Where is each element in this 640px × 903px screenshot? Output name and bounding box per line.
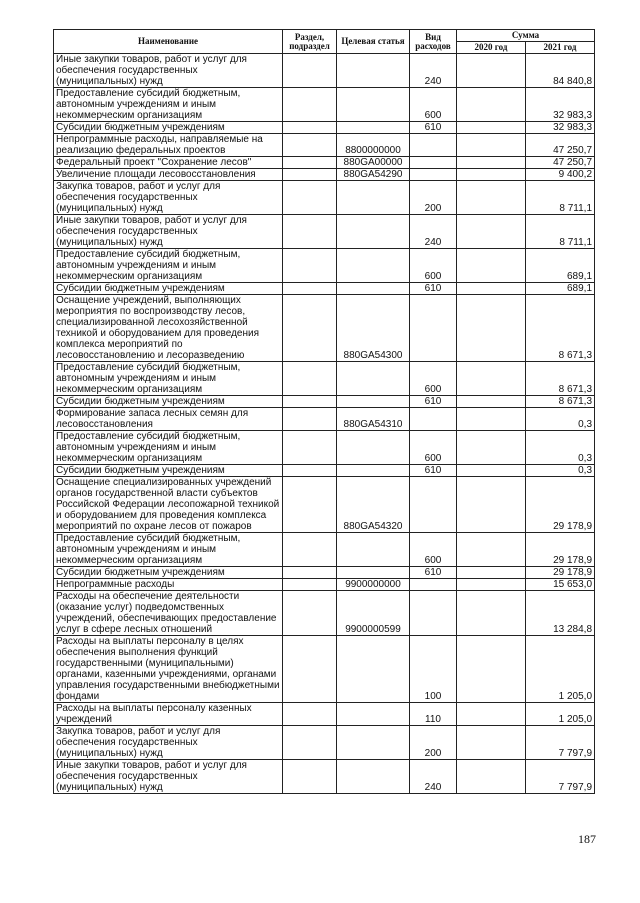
cell-name: Иные закупки товаров, работ и услуг для обеспечения государственных (муниципальных) нужд [54, 760, 283, 794]
cell-type: 600 [410, 88, 457, 122]
cell-target [337, 636, 410, 703]
budget-table [53, 29, 595, 794]
cell-y2020 [457, 88, 526, 122]
cell-section [283, 567, 337, 579]
cell-section [283, 157, 337, 169]
cell-y2021: 7 797,9 [526, 760, 595, 794]
cell-section [283, 431, 337, 465]
cell-y2020 [457, 477, 526, 533]
cell-section [283, 408, 337, 431]
table-row [54, 134, 595, 157]
cell-type: 200 [410, 181, 457, 215]
cell-y2021: 29 178,9 [526, 477, 595, 533]
cell-y2020 [457, 567, 526, 579]
cell-target [337, 181, 410, 215]
table-row [54, 215, 595, 249]
cell-y2020 [457, 134, 526, 157]
cell-type: 610 [410, 283, 457, 295]
cell-target [337, 122, 410, 134]
cell-y2021: 8 671,3 [526, 295, 595, 362]
cell-y2020 [457, 181, 526, 215]
table-row [54, 703, 595, 726]
table-row [54, 465, 595, 477]
col-section-header: Раздел, подраздел [283, 30, 337, 54]
cell-type [410, 157, 457, 169]
cell-type [410, 591, 457, 636]
cell-target [337, 431, 410, 465]
cell-name: Закупка товаров, работ и услуг для обеспечения государственных (муниципальных) нужд [54, 726, 283, 760]
cell-name: Оснащение учреждений, выполняющих мероприятия по воспроизводству лесов, специализированной лесохозяйственной техникой и оборудованием для проведения комплекса мероприятий по лесовосстановлению и лесоразведению [54, 295, 283, 362]
cell-target [337, 465, 410, 477]
table-row [54, 408, 595, 431]
cell-type [410, 408, 457, 431]
cell-y2021: 8 671,3 [526, 362, 595, 396]
cell-type [410, 477, 457, 533]
col-target-header: Целевая статья [337, 30, 410, 54]
cell-target: 9900000000 [337, 579, 410, 591]
cell-type: 240 [410, 215, 457, 249]
cell-y2020 [457, 703, 526, 726]
cell-y2021: 29 178,9 [526, 567, 595, 579]
cell-y2021: 8 711,1 [526, 181, 595, 215]
cell-name: Иные закупки товаров, работ и услуг для обеспечения государственных (муниципальных) нужд [54, 54, 283, 88]
cell-name: Субсидии бюджетным учреждениям [54, 283, 283, 295]
cell-section [283, 703, 337, 726]
cell-y2020 [457, 362, 526, 396]
cell-y2020 [457, 122, 526, 134]
cell-name: Непрограммные расходы, направляемые на реализацию федеральных проектов [54, 134, 283, 157]
cell-y2020 [457, 636, 526, 703]
cell-name: Расходы на выплаты персоналу казенных учреждений [54, 703, 283, 726]
cell-target: 880GA00000 [337, 157, 410, 169]
cell-target: 880GA54320 [337, 477, 410, 533]
cell-section [283, 477, 337, 533]
cell-y2021: 1 205,0 [526, 703, 595, 726]
table-row [54, 579, 595, 591]
cell-name: Оснащение специализированных учреждений органов государственной власти субъектов Российской Федерации лесопожарной техникой и оборудованием для проведения комплекса мероприятий по охране лесов от пожаров [54, 477, 283, 533]
cell-name: Иные закупки товаров, работ и услуг для обеспечения государственных (муниципальных) нужд [54, 215, 283, 249]
cell-target [337, 396, 410, 408]
cell-section [283, 533, 337, 567]
cell-section [283, 362, 337, 396]
cell-y2021: 47 250,7 [526, 157, 595, 169]
cell-name: Закупка товаров, работ и услуг для обеспечения государственных (муниципальных) нужд [54, 181, 283, 215]
cell-y2020 [457, 215, 526, 249]
cell-y2020 [457, 465, 526, 477]
col-name-header: Наименование [54, 30, 283, 54]
cell-y2020 [457, 169, 526, 181]
cell-type: 240 [410, 760, 457, 794]
cell-y2021: 8 711,1 [526, 215, 595, 249]
cell-y2020 [457, 249, 526, 283]
cell-section [283, 249, 337, 283]
cell-section [283, 122, 337, 134]
table-row [54, 760, 595, 794]
cell-y2020 [457, 431, 526, 465]
table-row [54, 169, 595, 181]
table-row [54, 249, 595, 283]
cell-target: 880GA54300 [337, 295, 410, 362]
cell-target: 880GA54310 [337, 408, 410, 431]
cell-target [337, 760, 410, 794]
cell-y2020 [457, 579, 526, 591]
table-row [54, 283, 595, 295]
cell-section [283, 54, 337, 88]
cell-target [337, 567, 410, 579]
cell-section [283, 88, 337, 122]
table-row [54, 533, 595, 567]
cell-target [337, 703, 410, 726]
table-row [54, 181, 595, 215]
cell-y2021: 689,1 [526, 249, 595, 283]
cell-section [283, 396, 337, 408]
cell-type: 600 [410, 431, 457, 465]
cell-y2021: 689,1 [526, 283, 595, 295]
col-type-header: Вид расходов [410, 30, 457, 54]
cell-type: 610 [410, 567, 457, 579]
table-row [54, 477, 595, 533]
table-body [54, 54, 595, 794]
col-2021-header: 2021 год [526, 42, 595, 54]
cell-name: Предоставление субсидий бюджетным, автономным учреждениям и иным некоммерческим организациям [54, 362, 283, 396]
cell-section [283, 465, 337, 477]
cell-section [283, 215, 337, 249]
cell-target [337, 533, 410, 567]
cell-section [283, 591, 337, 636]
cell-y2020 [457, 726, 526, 760]
header-row [54, 30, 595, 42]
cell-section [283, 726, 337, 760]
cell-target [337, 88, 410, 122]
table-row [54, 122, 595, 134]
cell-type: 610 [410, 465, 457, 477]
cell-y2020 [457, 157, 526, 169]
cell-name: Непрограммные расходы [54, 579, 283, 591]
cell-type: 200 [410, 726, 457, 760]
cell-name: Предоставление субсидий бюджетным, автономным учреждениям и иным некоммерческим организациям [54, 533, 283, 567]
table-row [54, 88, 595, 122]
cell-section [283, 169, 337, 181]
cell-section [283, 283, 337, 295]
cell-y2021: 0,3 [526, 408, 595, 431]
table-row [54, 726, 595, 760]
cell-section [283, 181, 337, 215]
cell-type [410, 134, 457, 157]
table-row [54, 157, 595, 169]
cell-name: Увеличение площади лесовосстановления [54, 169, 283, 181]
cell-name: Субсидии бюджетным учреждениям [54, 122, 283, 134]
cell-type: 600 [410, 249, 457, 283]
cell-type: 110 [410, 703, 457, 726]
cell-type [410, 579, 457, 591]
table-row [54, 362, 595, 396]
cell-type [410, 295, 457, 362]
cell-target: 880GA54290 [337, 169, 410, 181]
cell-y2021: 1 205,0 [526, 636, 595, 703]
cell-y2020 [457, 295, 526, 362]
cell-y2021: 84 840,8 [526, 54, 595, 88]
cell-name: Формирование запаса лесных семян для лесовосстановления [54, 408, 283, 431]
table-row [54, 295, 595, 362]
cell-name: Субсидии бюджетным учреждениям [54, 396, 283, 408]
cell-y2021: 32 983,3 [526, 88, 595, 122]
cell-type: 100 [410, 636, 457, 703]
cell-type: 610 [410, 396, 457, 408]
table-row [54, 54, 595, 88]
cell-y2021: 0,3 [526, 465, 595, 477]
table-row [54, 431, 595, 465]
cell-target [337, 249, 410, 283]
cell-y2021: 13 284,8 [526, 591, 595, 636]
cell-target [337, 726, 410, 760]
cell-target [337, 215, 410, 249]
cell-type: 600 [410, 533, 457, 567]
cell-y2020 [457, 54, 526, 88]
cell-name: Предоставление субсидий бюджетным, автономным учреждениям и иным некоммерческим организациям [54, 431, 283, 465]
cell-section [283, 636, 337, 703]
table-row [54, 636, 595, 703]
cell-type: 610 [410, 122, 457, 134]
col-2020-header: 2020 год [457, 42, 526, 54]
table-row [54, 396, 595, 408]
cell-section [283, 134, 337, 157]
cell-y2020 [457, 396, 526, 408]
table-row [54, 591, 595, 636]
cell-type: 600 [410, 362, 457, 396]
cell-y2021: 15 653,0 [526, 579, 595, 591]
cell-y2020 [457, 283, 526, 295]
cell-name: Предоставление субсидий бюджетным, автономным учреждениям и иным некоммерческим организациям [54, 88, 283, 122]
cell-target: 9900000599 [337, 591, 410, 636]
cell-y2020 [457, 533, 526, 567]
cell-name: Субсидии бюджетным учреждениям [54, 567, 283, 579]
cell-name: Субсидии бюджетным учреждениям [54, 465, 283, 477]
cell-section [283, 295, 337, 362]
cell-name: Федеральный проект "Сохранение лесов" [54, 157, 283, 169]
cell-y2021: 8 671,3 [526, 396, 595, 408]
cell-name: Расходы на выплаты персоналу в целях обеспечения выполнения функций государственными (муниципальными) органами, казенными учреждениями, органами управления государственными внебюджетными фондами [54, 636, 283, 703]
cell-section [283, 579, 337, 591]
cell-y2020 [457, 760, 526, 794]
cell-type: 240 [410, 54, 457, 88]
cell-name: Предоставление субсидий бюджетным, автономным учреждениям и иным некоммерческим организациям [54, 249, 283, 283]
table-row [54, 567, 595, 579]
cell-y2021: 47 250,7 [526, 134, 595, 157]
page-number: 187 [578, 832, 596, 846]
cell-y2020 [457, 591, 526, 636]
cell-y2021: 32 983,3 [526, 122, 595, 134]
cell-section [283, 760, 337, 794]
col-sum-header: Сумма [457, 30, 595, 42]
cell-y2021: 29 178,9 [526, 533, 595, 567]
cell-target [337, 54, 410, 88]
cell-type [410, 169, 457, 181]
cell-target [337, 283, 410, 295]
cell-y2021: 7 797,9 [526, 726, 595, 760]
cell-y2021: 9 400,2 [526, 169, 595, 181]
cell-target: 8800000000 [337, 134, 410, 157]
cell-y2020 [457, 408, 526, 431]
cell-target [337, 362, 410, 396]
cell-y2021: 0,3 [526, 431, 595, 465]
cell-name: Расходы на обеспечение деятельности (оказание услуг) подведомственных учреждений, обеспечивающих предоставление услуг в сфере лесных отношений [54, 591, 283, 636]
